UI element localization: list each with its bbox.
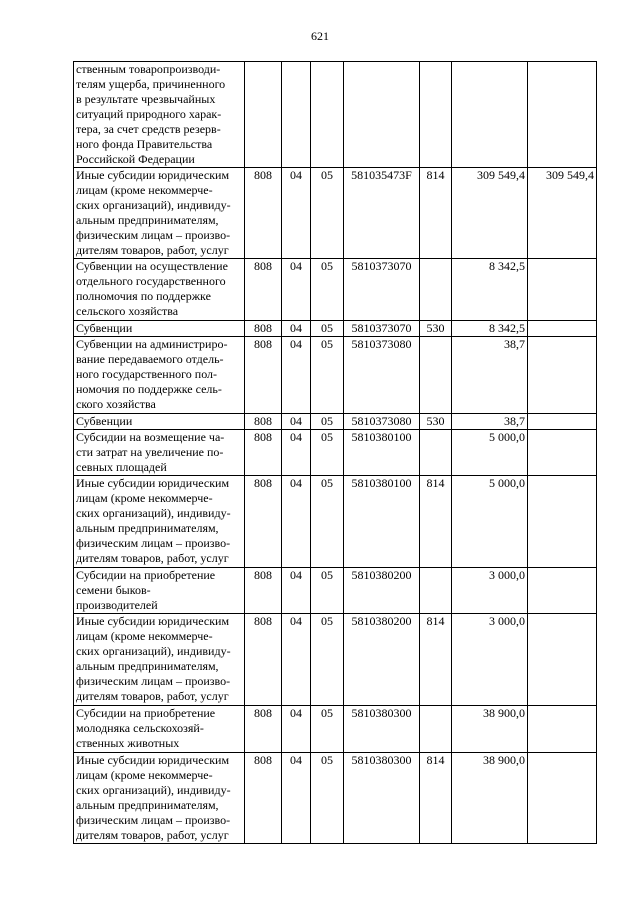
- target-article-cell: [344, 62, 420, 168]
- amount-second-cell: [528, 476, 597, 568]
- target-article-cell: 5810373080: [344, 337, 420, 414]
- amount-second-cell: [528, 321, 597, 337]
- ministry-code-cell: 808: [245, 321, 282, 337]
- table-row: [74, 62, 597, 168]
- row-name-cell: ственным товаропроизводи- телям ущерба, причиненного в результате чрезвычайных ситуаций природного харак- тера, за счет средств резерв- ного фонда Правительства Российской Федерации: [74, 62, 245, 168]
- section-code-cell: [282, 62, 311, 168]
- section-code-cell: 04: [282, 168, 311, 259]
- expense-type-cell: [420, 706, 452, 753]
- expense-type-cell: [420, 62, 452, 168]
- section-code-cell: 04: [282, 614, 311, 706]
- ministry-code-cell: [245, 62, 282, 168]
- row-name-cell: Субвенции: [74, 321, 245, 337]
- section-code-cell: 04: [282, 259, 311, 321]
- subsection-code-cell: [311, 62, 344, 168]
- section-code-cell: 04: [282, 568, 311, 614]
- page-number: 621: [311, 29, 329, 43]
- expense-type-cell: 530: [420, 321, 452, 337]
- amount-second-cell: [528, 337, 597, 414]
- section-code-cell: 04: [282, 430, 311, 476]
- table-row: [74, 321, 597, 337]
- subsection-code-cell: 05: [311, 476, 344, 568]
- amount-second-cell: [528, 414, 597, 430]
- amount-second-cell: [528, 259, 597, 321]
- amount-cell: 3 000,0: [452, 568, 528, 614]
- expense-type-cell: 814: [420, 614, 452, 706]
- expense-type-cell: [420, 568, 452, 614]
- amount-cell: 5 000,0: [452, 476, 528, 568]
- section-code-cell: 04: [282, 321, 311, 337]
- subsection-code-cell: 05: [311, 753, 344, 844]
- table-row: [74, 430, 597, 476]
- section-code-cell: 04: [282, 753, 311, 844]
- section-code-cell: 04: [282, 337, 311, 414]
- row-name-cell: Иные субсидии юридическим лицам (кроме некоммерче- ских организаций), индивиду- альным предпринимателям, физическим лицам – произво- дителям товаров, работ, услуг: [74, 168, 245, 259]
- ministry-code-cell: 808: [245, 568, 282, 614]
- table-row: [74, 614, 597, 706]
- target-article-cell: 5810380100: [344, 476, 420, 568]
- row-name-cell: Иные субсидии юридическим лицам (кроме некоммерче- ских организаций), индивиду- альным предпринимателям, физическим лицам – произво- дителям товаров, работ, услуг: [74, 614, 245, 706]
- amount-cell: 8 342,5: [452, 259, 528, 321]
- budget-table: [73, 61, 597, 844]
- target-article-cell: 5810373080: [344, 414, 420, 430]
- ministry-code-cell: 808: [245, 414, 282, 430]
- target-article-cell: 5810373070: [344, 321, 420, 337]
- row-name-cell: Субсидии на приобретение семени быков- производителей: [74, 568, 245, 614]
- row-name-cell: Субвенции: [74, 414, 245, 430]
- target-article-cell: 5810380200: [344, 614, 420, 706]
- amount-cell: 38,7: [452, 337, 528, 414]
- amount-cell: 38 900,0: [452, 706, 528, 753]
- amount-cell: 38 900,0: [452, 753, 528, 844]
- expense-type-cell: 530: [420, 414, 452, 430]
- subsection-code-cell: 05: [311, 568, 344, 614]
- ministry-code-cell: 808: [245, 337, 282, 414]
- row-name-cell: Субсидии на приобретение молодняка сельскохозяй- ственных животных: [74, 706, 245, 753]
- expense-type-cell: 814: [420, 476, 452, 568]
- amount-cell: 5 000,0: [452, 430, 528, 476]
- amount-second-cell: [528, 62, 597, 168]
- subsection-code-cell: 05: [311, 614, 344, 706]
- ministry-code-cell: 808: [245, 614, 282, 706]
- subsection-code-cell: 05: [311, 321, 344, 337]
- expense-type-cell: 814: [420, 753, 452, 844]
- ministry-code-cell: 808: [245, 259, 282, 321]
- target-article-cell: 5810380200: [344, 568, 420, 614]
- table-row: [74, 476, 597, 568]
- amount-cell: 309 549,4: [452, 168, 528, 259]
- table-row: [74, 568, 597, 614]
- subsection-code-cell: 05: [311, 706, 344, 753]
- row-name-cell: Субсидии на возмещение ча- сти затрат на увеличение по- севных площадей: [74, 430, 245, 476]
- table-row: [74, 753, 597, 844]
- row-name-cell: Субвенции на администриро- вание передаваемого отдель- ного государственного пол- номочия по поддержке сель- ского хозяйства: [74, 337, 245, 414]
- ministry-code-cell: 808: [245, 753, 282, 844]
- expense-type-cell: [420, 337, 452, 414]
- section-code-cell: 04: [282, 414, 311, 430]
- ministry-code-cell: 808: [245, 476, 282, 568]
- target-article-cell: 581035473F: [344, 168, 420, 259]
- table-row: [74, 337, 597, 414]
- amount-second-cell: [528, 430, 597, 476]
- target-article-cell: 5810373070: [344, 259, 420, 321]
- amount-second-cell: [528, 614, 597, 706]
- amount-second-cell: [528, 753, 597, 844]
- row-name-cell: Иные субсидии юридическим лицам (кроме некоммерче- ских организаций), индивиду- альным предпринимателям, физическим лицам – произво- дителям товаров, работ, услуг: [74, 753, 245, 844]
- section-code-cell: 04: [282, 476, 311, 568]
- ministry-code-cell: 808: [245, 168, 282, 259]
- table-row: [74, 168, 597, 259]
- subsection-code-cell: 05: [311, 259, 344, 321]
- row-name-cell: Иные субсидии юридическим лицам (кроме некоммерче- ских организаций), индивиду- альным предпринимателям, физическим лицам – произво- дителям товаров, работ, услуг: [74, 476, 245, 568]
- ministry-code-cell: 808: [245, 430, 282, 476]
- amount-cell: [452, 62, 528, 168]
- amount-second-cell: 309 549,4: [528, 168, 597, 259]
- table-row: [74, 259, 597, 321]
- table-row: [74, 706, 597, 753]
- expense-type-cell: [420, 259, 452, 321]
- amount-second-cell: [528, 706, 597, 753]
- subsection-code-cell: 05: [311, 168, 344, 259]
- section-code-cell: 04: [282, 706, 311, 753]
- ministry-code-cell: 808: [245, 706, 282, 753]
- row-name-cell: Субвенции на осуществление отдельного государственного полномочия по поддержке сельского хозяйства: [74, 259, 245, 321]
- subsection-code-cell: 05: [311, 414, 344, 430]
- amount-cell: 8 342,5: [452, 321, 528, 337]
- target-article-cell: 5810380300: [344, 753, 420, 844]
- subsection-code-cell: 05: [311, 337, 344, 414]
- amount-cell: 3 000,0: [452, 614, 528, 706]
- expense-type-cell: [420, 430, 452, 476]
- subsection-code-cell: 05: [311, 430, 344, 476]
- amount-cell: 38,7: [452, 414, 528, 430]
- target-article-cell: 5810380100: [344, 430, 420, 476]
- target-article-cell: 5810380300: [344, 706, 420, 753]
- expense-type-cell: 814: [420, 168, 452, 259]
- amount-second-cell: [528, 568, 597, 614]
- table-row: [74, 414, 597, 430]
